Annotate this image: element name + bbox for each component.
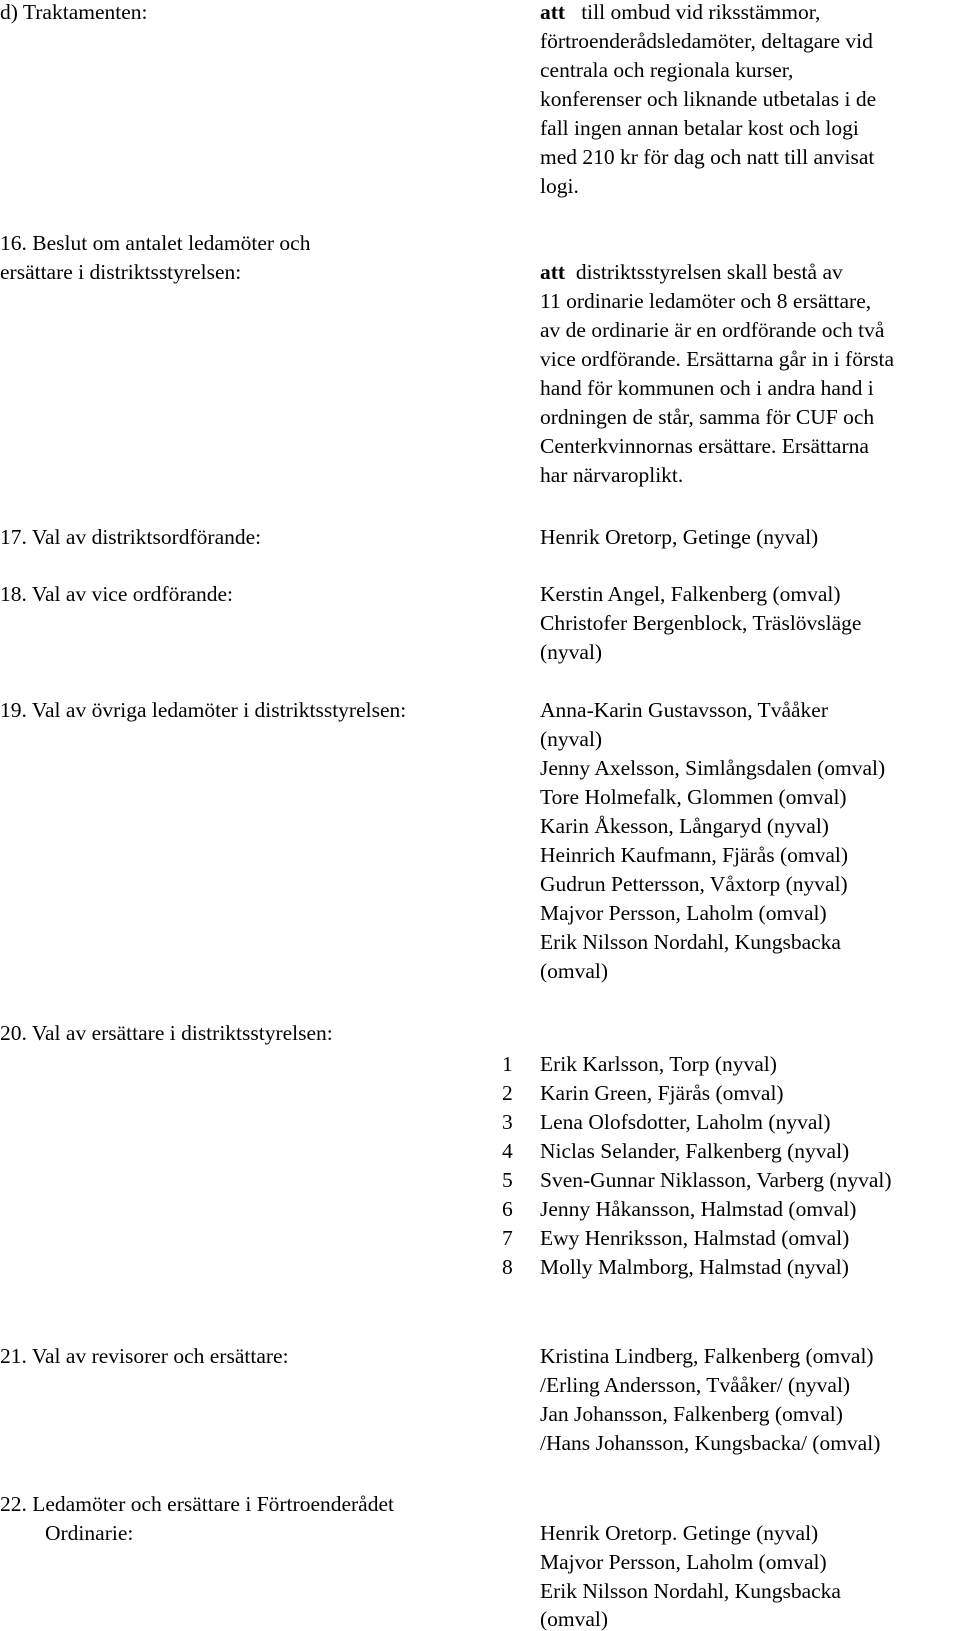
- section-16-line-6: ordningen de står, samma för CUF och: [540, 405, 875, 429]
- section-19-line-8: Majvor Persson, Laholm (omval): [540, 901, 827, 925]
- section-19-line-10: (omval): [540, 959, 609, 983]
- section-16-label-2: ersättare i distriktsstyrelsen:: [0, 260, 242, 284]
- section-21-line-1: Kristina Lindberg, Falkenberg (omval): [540, 1344, 874, 1368]
- section-16-label-1: 16. Beslut om antalet ledamöter och: [0, 231, 311, 255]
- section-20-label: 20. Val av ersättare i distriktsstyrelsen:: [0, 1021, 333, 1045]
- section-d-line-7: logi.: [540, 174, 579, 198]
- section-d-label: d) Traktamenten:: [0, 0, 148, 24]
- section-22-line-3: Erik Nilsson Nordahl, Kungsbacka: [540, 1579, 841, 1603]
- substitute-name: Niclas Selander, Falkenberg (nyval): [540, 1139, 850, 1163]
- substitute-number: 7: [502, 1226, 513, 1250]
- section-21-label: 21. Val av revisorer och ersättare:: [0, 1344, 289, 1368]
- section-19-line-2: (nyval): [540, 727, 603, 751]
- substitute-name: Jenny Håkansson, Halmstad (omval): [540, 1197, 857, 1221]
- section-16-line-2: 11 ordinarie ledamöter och 8 ersättare,: [540, 289, 872, 313]
- section-18-line-3: (nyval): [540, 640, 603, 664]
- section-d-line-6: med 210 kr för dag och natt till anvisat: [540, 145, 875, 169]
- section-19-line-1: Anna-Karin Gustavsson, Tvååker: [540, 698, 828, 722]
- substitute-name: Ewy Henriksson, Halmstad (omval): [540, 1226, 850, 1250]
- section-19-line-4: Tore Holmefalk, Glommen (omval): [540, 785, 847, 809]
- section-16-line-4: vice ordförande. Ersättarna går in i första: [540, 347, 894, 371]
- section-19-line-9: Erik Nilsson Nordahl, Kungsbacka: [540, 930, 841, 954]
- substitute-name: Molly Malmborg, Halmstad (nyval): [540, 1255, 849, 1279]
- section-16-line-7: Centerkvinnornas ersättare. Ersättarna: [540, 434, 869, 458]
- section-16-line-3: av de ordinarie är en ordförande och två: [540, 318, 885, 342]
- section-d-line-3: centrala och regionala kurser,: [540, 58, 794, 82]
- substitute-name: Karin Green, Fjärås (omval): [540, 1081, 784, 1105]
- section-22-line-4: (omval): [540, 1607, 609, 1631]
- substitute-number: 4: [502, 1139, 513, 1163]
- section-17-label: 17. Val av distriktsordförande:: [0, 525, 262, 549]
- section-d-line-2: förtroenderådsledamöter, deltagare vid: [540, 29, 873, 53]
- substitute-number: 1: [502, 1052, 513, 1076]
- section-17-line-1: Henrik Oretorp, Getinge (nyval): [540, 525, 819, 549]
- section-16-att: att: [540, 260, 566, 284]
- substitute-name: Erik Karlsson, Torp (nyval): [540, 1052, 777, 1076]
- substitute-number: 8: [502, 1255, 513, 1279]
- section-16-line-5: hand för kommunen och i andra hand i: [540, 376, 874, 400]
- section-18-line-2: Christofer Bergenblock, Träslövsläge: [540, 611, 862, 635]
- section-d-line-4: konferenser och liknande utbetalas i de: [540, 87, 877, 111]
- substitute-number: 6: [502, 1197, 513, 1221]
- section-19-line-7: Gudrun Pettersson, Våxtorp (nyval): [540, 872, 848, 896]
- section-18-label: 18. Val av vice ordförande:: [0, 582, 234, 606]
- section-22-line-2: Majvor Persson, Laholm (omval): [540, 1550, 827, 1574]
- section-16-line-1: att distriktsstyrelsen skall bestå av: [540, 260, 843, 284]
- section-19-line-3: Jenny Axelsson, Simlångsdalen (omval): [540, 756, 886, 780]
- substitute-number: 5: [502, 1168, 513, 1192]
- section-18-line-1: Kerstin Angel, Falkenberg (omval): [540, 582, 841, 606]
- substitute-name: Lena Olofsdotter, Laholm (nyval): [540, 1110, 831, 1134]
- section-21-line-2: /Erling Andersson, Tvååker/ (nyval): [540, 1373, 851, 1397]
- section-19-line-5: Karin Åkesson, Långaryd (nyval): [540, 814, 829, 838]
- section-19-label: 19. Val av övriga ledamöter i distriktsstyrelsen:: [0, 698, 407, 722]
- substitute-name: Sven-Gunnar Niklasson, Varberg (nyval): [540, 1168, 892, 1192]
- substitute-number: 2: [502, 1081, 513, 1105]
- section-16-line-8: har närvaroplikt.: [540, 463, 684, 487]
- section-21-line-3: Jan Johansson, Falkenberg (omval): [540, 1402, 843, 1426]
- section-d-att: att: [540, 0, 566, 24]
- section-d-line-5: fall ingen annan betalar kost och logi: [540, 116, 859, 140]
- section-22-line-1: Henrik Oretorp. Getinge (nyval): [540, 1521, 819, 1545]
- section-22-label-2: Ordinarie:: [45, 1521, 134, 1545]
- section-19-line-6: Heinrich Kaufmann, Fjärås (omval): [540, 843, 849, 867]
- substitute-number: 3: [502, 1110, 513, 1134]
- section-21-line-4: /Hans Johansson, Kungsbacka/ (omval): [540, 1431, 881, 1455]
- section-d-line-1: att till ombud vid riksstämmor,: [540, 0, 821, 24]
- section-22-label-1: 22. Ledamöter och ersättare i Förtroenderådet: [0, 1492, 394, 1516]
